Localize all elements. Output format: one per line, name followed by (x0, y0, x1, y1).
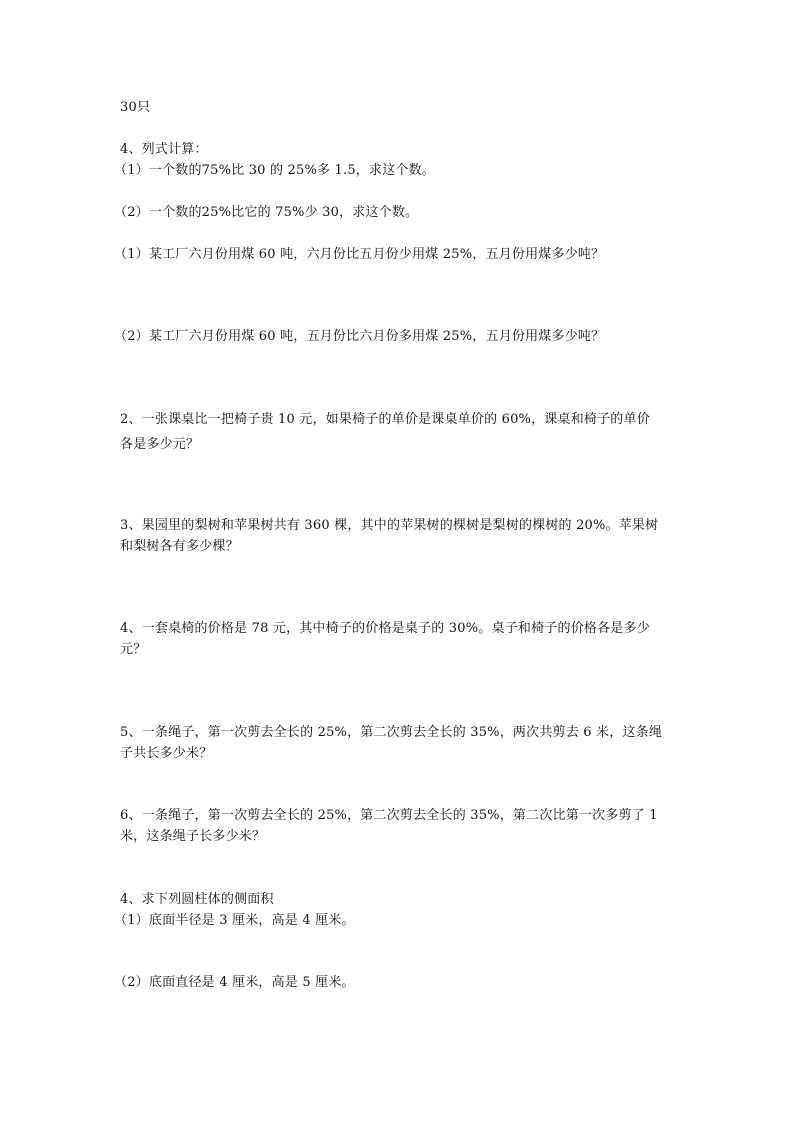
question-coal-1: （1）某工厂六月份用煤 60 吨，六月份比五月份少用煤 25%，五月份用煤多少吨？ (114, 247, 605, 262)
answer-30-zhi: 30只 (120, 100, 151, 115)
question-orchard-line1: 3、果园里的梨树和苹果树共有 360 棵，其中的苹果树的棵树是梨树的棵树的 20%。苹果树 (120, 518, 659, 533)
question-orchard-line2: 和梨树各有多少棵？ (120, 539, 239, 554)
question-rope-6-line2: 米，这条绳子长多少米？ (120, 829, 266, 844)
question-calc-2: （2）一个数的25%比它的 75%少 30，求这个数。 (114, 205, 419, 220)
question-desk-chair-line1: 2、一张课桌比一把椅子贵 10 元，如果椅子的单价是课桌单价的 60%，课桌和椅子的单价 (120, 412, 650, 427)
question-table-set-line1: 4、一套桌椅的价格是 78 元，其中椅子的价格是桌子的 30%。桌子和椅子的价格各是多少 (120, 621, 650, 636)
question-cylinder-2: （2）底面直径是 4 厘米，高是 5 厘米。 (114, 975, 355, 990)
question-cylinder-1: （1）底面半径是 3 厘米，高是 4 厘米。 (114, 913, 355, 928)
question-rope-5-line1: 5、一条绳子，第一次剪去全长的 25%，第二次剪去全长的 35%，两次共剪去 6 米，这条绳 (120, 725, 663, 740)
question-desk-chair-line2: 各是多少元？ (120, 437, 200, 452)
question-calc-1: （1）一个数的75%比 30 的 25%多 1.5，求这个数。 (114, 163, 436, 178)
section-heading-calculation: 4、列式计算： (120, 142, 208, 157)
question-rope-6-line1: 6、一条绳子，第一次剪去全长的 25%，第二次剪去全长的 35%，第二次比第一次多剪了 1 (120, 808, 658, 823)
question-rope-5-line2: 子共长多少米？ (120, 746, 213, 761)
question-coal-2: （2）某工厂六月份用煤 60 吨，五月份比六月份多用煤 25%，五月份用煤多少吨？ (114, 329, 605, 344)
section-heading-cylinder: 4、求下列圆柱体的侧面积 (120, 892, 274, 907)
question-table-set-line2: 元？ (120, 642, 147, 657)
